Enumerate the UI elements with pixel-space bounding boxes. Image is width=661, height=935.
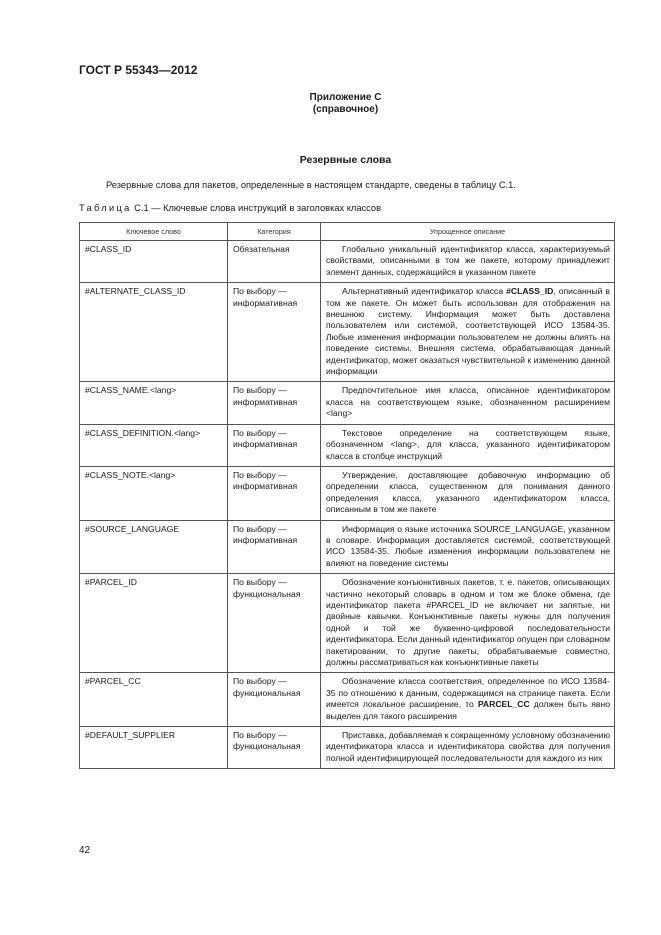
keyword-cell: #PARCEL_CC bbox=[80, 673, 228, 727]
table-caption-text: С.1 — Ключевые слова инструкций в заголовках классов bbox=[131, 203, 382, 213]
table-row bbox=[80, 520, 615, 574]
keyword-cell: #PARCEL_ID bbox=[80, 574, 228, 673]
table-row bbox=[80, 283, 615, 382]
description-text: Обозначение класса соответствия, определенное по ИСО 13584-35 по отношению к данным, содержащимся на странице пакета. Если имеется локальное расширение, то bbox=[326, 676, 610, 710]
category-cell: По выбору — информативная bbox=[228, 283, 321, 382]
description-bold-keyword: PARCEL_CC bbox=[477, 699, 530, 710]
keyword-cell: #CLASS_NAME.<lang> bbox=[80, 382, 228, 424]
description-text: Альтернативный идентификатор класса bbox=[342, 286, 507, 297]
category-cell: По выбору — информативная bbox=[228, 520, 321, 574]
standard-code: ГОСТ Р 55343—2012 bbox=[79, 63, 198, 77]
description-text: , описанный в том же пакете. Он может быть использован для отображения на внешнюю систему. Информация может быть доставлена пользователем или системой, соответствующей ИСО 13584-35. Любые изменения информации пользователем не должны влиять на поведение системы. Внешняя система, обрабатывающая данный идентификатор, может оказаться чувствительной к изменению данной информации bbox=[326, 286, 610, 377]
keywords-table bbox=[79, 222, 615, 769]
keyword-cell: #CLASS_DEFINITION.<lang> bbox=[80, 424, 228, 466]
table-row bbox=[80, 241, 615, 283]
description-cell: Глобально уникальный идентификатор класса, характеризуемый свойствами, описанными в том же пакете, которому принадлежит элемент данных, содержащийся в указанном пакете bbox=[321, 241, 615, 283]
category-cell: По выбору — функциональная bbox=[228, 727, 321, 769]
category-cell: По выбору — информативная bbox=[228, 424, 321, 466]
table-row bbox=[80, 727, 615, 769]
header-description: Упрощенное описание bbox=[321, 223, 615, 241]
description-cell: Приставка, добавляемая к сокращенному условному обозначению идентификатора класса и идентификатора свойства для получения полной идентифицирующей последовательности для каждого из них bbox=[321, 727, 615, 769]
table-caption-label: Таблица bbox=[79, 203, 132, 213]
description-cell: Информация о языке источника SOURCE_LANGUAGE, указанном в словаре. Информация доставляется системой, соответствующей ИСО 13584-35. Любые изменения информации пользователем не влияют на поведение системы bbox=[321, 520, 615, 574]
table-header-row bbox=[80, 223, 615, 241]
description-cell: Утверждение, доставляющее добавочную информацию об определении класса, существенном для понимания данного определения класса, указанного идентификатором класса, описанным в том же пакете bbox=[321, 466, 615, 520]
description-cell bbox=[321, 673, 615, 727]
annex-title: Приложение С bbox=[309, 92, 382, 103]
annex-heading bbox=[0, 92, 661, 116]
annex-subtitle: (справочное) bbox=[312, 104, 379, 115]
keyword-cell: #ALTERNATE_CLASS_ID bbox=[80, 283, 228, 382]
category-cell: Обязательная bbox=[228, 241, 321, 283]
table-row bbox=[80, 673, 615, 727]
description-cell: Предпочтительное имя класса, описанное идентификатором класса на соответствующем языке, обозначенном расширением <lang> bbox=[321, 382, 615, 424]
category-cell: По выбору — информативная bbox=[228, 466, 321, 520]
keyword-cell: #CLASS_ID bbox=[80, 241, 228, 283]
table-row bbox=[80, 574, 615, 673]
table-row bbox=[80, 382, 615, 424]
table-caption bbox=[79, 203, 381, 213]
category-cell: По выбору — функциональная bbox=[228, 673, 321, 727]
section-title: Резервные слова bbox=[299, 154, 392, 166]
keyword-cell: #DEFAULT_SUPPLIER bbox=[80, 727, 228, 769]
keyword-cell: #CLASS_NOTE.<lang> bbox=[80, 466, 228, 520]
header-category: Категория bbox=[228, 223, 321, 241]
intro-paragraph: Резервные слова для пакетов, определенные в настоящем стандарте, сведены в таблицу С.1. bbox=[106, 180, 516, 190]
category-cell: По выбору — информативная bbox=[228, 382, 321, 424]
table-row bbox=[80, 424, 615, 466]
description-cell bbox=[321, 283, 615, 382]
keyword-cell: #SOURCE_LANGUAGE bbox=[80, 520, 228, 574]
header-keyword: Ключевое слово bbox=[80, 223, 228, 241]
category-cell: По выбору — функциональная bbox=[228, 574, 321, 673]
page-number: 42 bbox=[79, 845, 91, 856]
description-cell: Обозначение конъюнктивных пакетов, т. е. пакетов, описывающих частично некоторый словарь в одном и том же блоке обмена, где идентификатор пакета #PARCEL_ID не включает ни запятые, ни двойные кавычки. Конъюнктивные пакеты нужны для получения одной и той же буквенно-цифровой последовательности идентификатора. Если данный идентификатор опущен при словарном пакетировании, то другие пакеты, обрабатываемые совместно, должны рассматриваться как конъюнктивные пакеты bbox=[321, 574, 615, 673]
description-bold-keyword: #CLASS_ID bbox=[506, 286, 554, 297]
description-text: должен быть явно выделен для такого расширения bbox=[326, 699, 610, 721]
description-cell: Текстовое определение на соответствующем языке, обозначенном <lang>, для класса, указанного идентификатором класса в столбце инструкций bbox=[321, 424, 615, 466]
table-row bbox=[80, 466, 615, 520]
